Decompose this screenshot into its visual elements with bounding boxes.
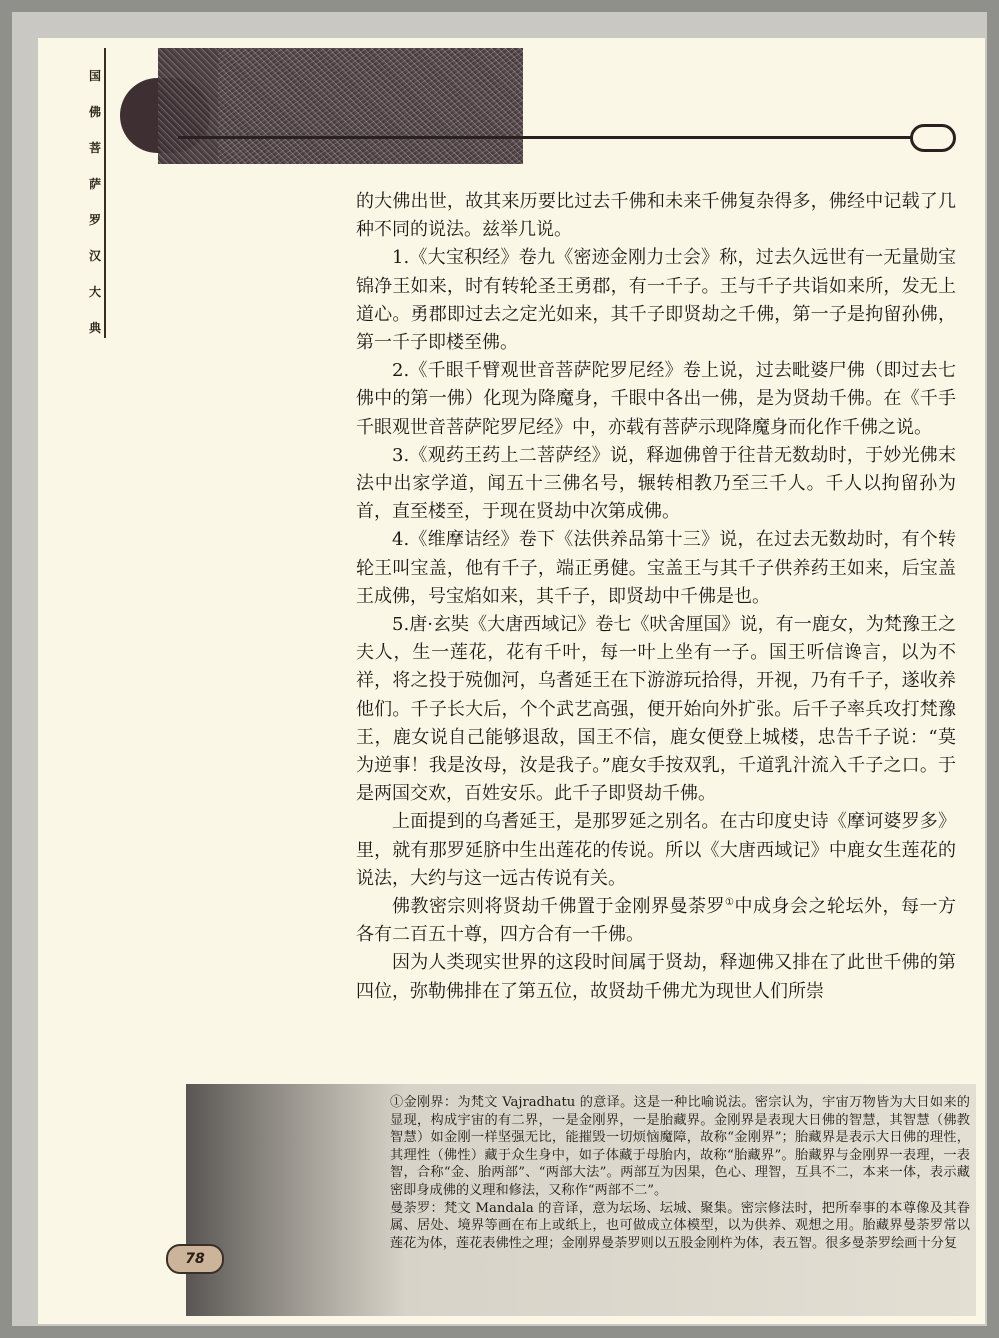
body-text <box>356 188 956 1006</box>
series-title <box>88 58 102 346</box>
footnote-vajra: ①金刚界：为梵文 Vajradhatu 的意译。这是一种比喻说法。密宗认为，宇宙万物皆为大日如来的显现，构成宇宙的有二界，一是金刚界，一是胎藏界。金刚界是表现大日佛的智慧，其智慧（佛教智慧）如金刚一样坚强无比，能摧毁一切烦恼魔障，故称“金刚界”；胎藏界是表示大日佛的理性，其理性（佛性）藏于众生身中，如子体藏于母胎内，故称“胎藏界”。胎藏界与金刚界一表理，一表智，合称“金、胎两部”、“两部大法”。两部互为因果，色心、理智，互具不二，本来一体，表示藏密即身成佛的义理和修法，又称作“两部不二”。 <box>390 1095 970 1198</box>
series-title-char: 罗 <box>88 213 101 227</box>
header-rule <box>178 136 920 139</box>
mandala-text-before: 佛教密宗则将贤劫千佛置于金刚界曼荼罗 <box>392 896 726 918</box>
paragraph: 5.唐·玄奘《大唐西域记》卷七《吠舍厘国》说，有一鹿女，为梵豫王之夫人，生一莲花，花有千叶，每一叶上坐有一子。国王听信谗言，以为不祥，将之投于殑伽河，乌耆延王在下游游玩拾得，开视，乃有千子，遂收养他们。千子长大后，个个武艺高强，便开始向外扩张。后千子率兵攻打梵豫王，鹿女说自己能够退敌，国王不信，鹿女便登上城楼，忠告千子说：“莫为逆事！我是汝母，汝是我子。”鹿女手按双乳，千道乳汁流入千子之口。于是两国交欢，百姓安乐。此千子即贤劫千佛。 <box>356 614 956 805</box>
paragraph: 4.《维摩诘经》卷下《法供养品第十三》说，在过去无数劫时，有个转轮王叫宝盖，他有千子，端正勇健。宝盖王与其千子供养药王如来，后宝盖王成佛，号宝焰如来，其千子，即贤劫中千佛是也。 <box>356 529 956 607</box>
series-title-char: 菩 <box>88 141 101 155</box>
cloud-scroll-icon <box>910 124 956 152</box>
paragraph: 3.《观药王药上二菩萨经》说，释迦佛曾于往昔无数劫时，于妙光佛末法中出家学道，闻五十三佛名号，辗转相教乃至三千人。千人以拘留孙为首，直至楼至，于现在贤劫中次第成佛。 <box>356 444 956 523</box>
paragraph-mandala <box>356 893 956 949</box>
mandala-text-after: 中成身会之轮坛外，每一方各有二百五十尊，四方合有一千佛。 <box>356 896 957 946</box>
paragraph: 上面提到的乌耆延王，是那罗延之别名。在古印度史诗《摩诃婆罗多》里，就有那罗延脐中生出莲花的传说。所以《大唐西域记》中鹿女生莲花的说法，大约与这一远古传说有关。 <box>356 811 956 889</box>
footnote-text <box>390 1094 970 1252</box>
series-title-char: 大 <box>88 285 101 299</box>
side-rule <box>104 48 106 338</box>
series-title-char: 萨 <box>88 177 101 191</box>
footnote-marker: ① <box>725 897 735 909</box>
paragraph: 2.《千眼千臂观世音菩萨陀罗尼经》卷上说，过去毗婆尸佛（即过去七佛中的第一佛）化现为降魔身，千眼中各出一佛，是为贤劫千佛。在《千手千眼观世音菩萨陀罗尼经》中，亦载有菩萨示现降魔身而化作千佛之说。 <box>356 360 956 438</box>
paragraph: 的大佛出世，故其来历要比过去千佛和未来千佛复杂得多，佛经中记载了几种不同的说法。兹举几说。 <box>356 191 956 241</box>
page-number: 78 <box>166 1244 224 1274</box>
series-title-char: 国 <box>88 69 101 83</box>
book-page <box>38 38 985 1324</box>
paragraph: 1.《大宝积经》卷九《密迹金刚力士会》称，过去久远世有一无量勋宝锦净王如来，时有转轮圣王勇郡，有一千子。王与千子共诣如来所，发无上道心。勇郡即过去之定光如来，其千子即贤劫之千佛，第一子是拘留孙佛，第一千子即楼至佛。 <box>356 247 956 354</box>
paragraph: 因为人类现实世界的这段时间属于贤劫，释迦佛又排在了此世千佛的第四位，弥勒佛排在了第五位，故贤劫千佛尤为现世人们所崇 <box>356 952 956 1002</box>
header-decoration <box>158 48 523 164</box>
page-frame <box>12 12 987 1326</box>
series-title-char: 佛 <box>88 105 101 119</box>
footnote-mandala: 曼荼罗：梵文 Mandala 的音译，意为坛场、坛城、聚集。密宗修法时，把所奉事的本尊像及其眷属、居处、境界等画在布上或纸上，也可做成立体模型，以为供养、观想之用。胎藏界曼荼罗常以莲花为体，莲花表佛性之理；金刚界曼荼罗则以五股金刚杵为体，表五智。很多曼荼罗绘画十分复 <box>390 1200 970 1251</box>
series-title-char: 汉 <box>88 249 101 263</box>
series-title-char: 典 <box>88 321 101 335</box>
